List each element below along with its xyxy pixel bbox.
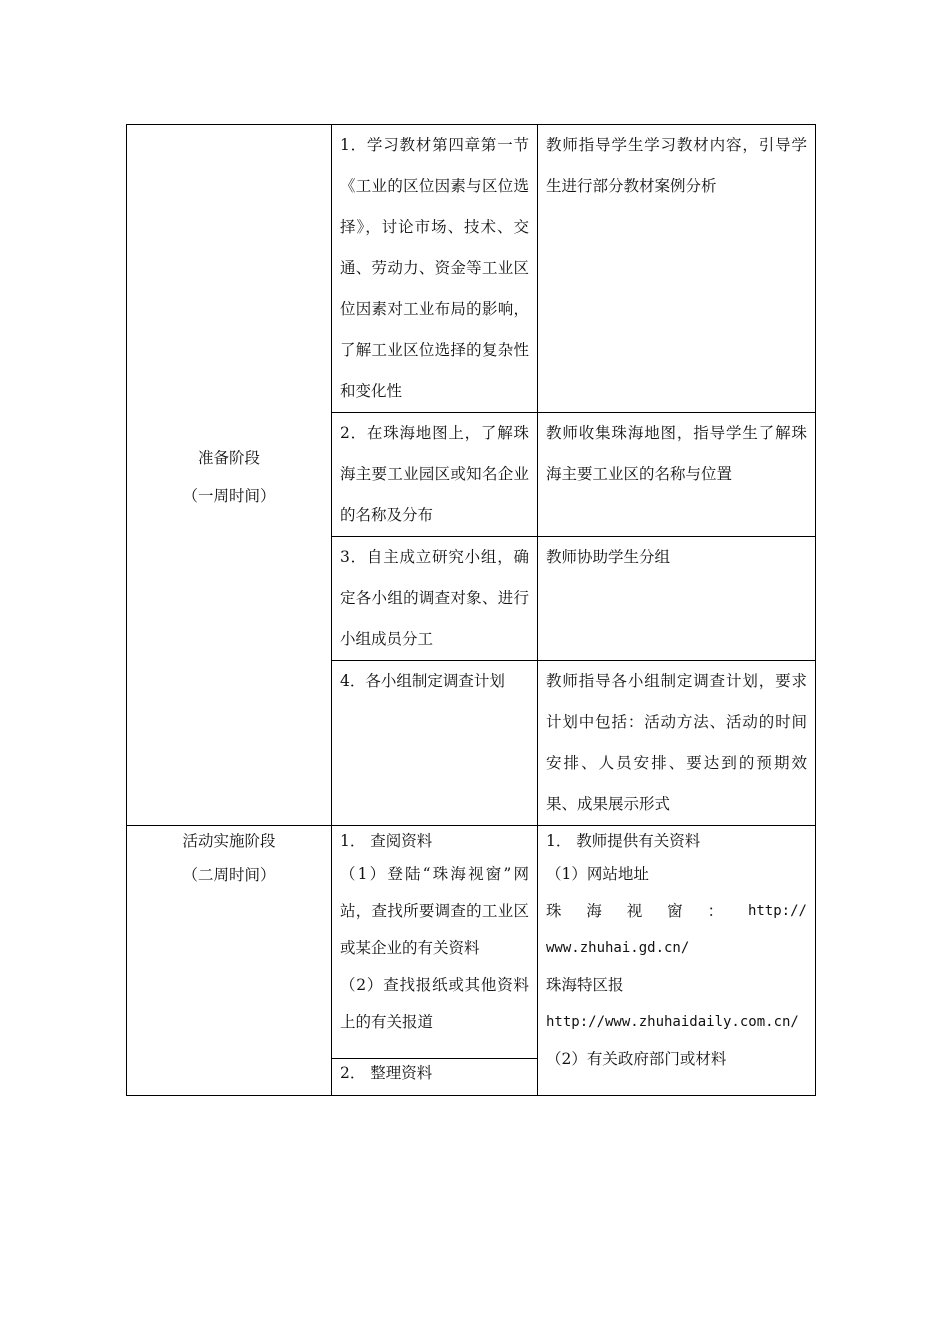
teacher-sub-item: （2）有关政府部门或材料	[546, 1050, 727, 1068]
teacher-text: 教师协助学生分组	[546, 548, 671, 566]
task-cell	[332, 537, 538, 661]
task-cell	[332, 413, 538, 537]
task-title: 1． 查阅资料	[340, 832, 433, 850]
teacher-cell	[538, 826, 816, 1096]
teacher-text: 教师收集珠海地图，指导学生了解珠海主要工业区的名称与位置	[546, 424, 807, 483]
stage-name: 准备阶段	[197, 448, 260, 467]
stage-cell-preparation	[127, 125, 332, 826]
task-text: 4．各小组制定调查计划	[340, 672, 505, 690]
table-row	[127, 826, 816, 1059]
stage-cell-implementation	[127, 826, 332, 1096]
task-sub-item: （1）登陆“珠海视窗”网站，查找所要调查的工业区或某企业的有关资料	[340, 865, 529, 957]
teacher-cell	[538, 413, 816, 537]
task-text: 2．在珠海地图上，了解珠海主要工业园区或知名企业的名称及分布	[340, 424, 529, 524]
teacher-cell	[538, 125, 816, 413]
task-cell	[332, 661, 538, 826]
teacher-cell	[538, 661, 816, 826]
site-1-name: 珠 海 视 窗 ： http://	[546, 902, 807, 920]
stage-duration: （二周时间）	[182, 866, 276, 884]
activity-plan-table	[126, 124, 816, 1096]
teacher-cell	[538, 537, 816, 661]
site-1-url: www.zhuhai.gd.cn/	[546, 940, 690, 956]
table-row	[127, 125, 816, 413]
stage-name: 活动实施阶段	[182, 832, 276, 850]
task-text: 3．自主成立研究小组，确定各小组的调查对象、进行小组成员分工	[340, 548, 529, 648]
task-cell	[332, 125, 538, 413]
task-cell	[332, 826, 538, 1059]
teacher-title: 1． 教师提供有关资料	[546, 832, 701, 850]
site-2-name: 珠海特区报	[546, 976, 624, 994]
teacher-sub-item: （1）网站地址	[546, 865, 649, 883]
stage-duration: （一周时间）	[182, 486, 276, 505]
site-2-url: http://www.zhuhaidaily.com.cn/	[546, 1014, 799, 1030]
task-sub-item: （2）查找报纸或其他资料上的有关报道	[340, 976, 529, 1031]
teacher-text: 教师指导学生学习教材内容，引导学生进行部分教材案例分析	[546, 136, 807, 195]
teacher-text: 教师指导各小组制定调查计划，要求计划中包括：活动方法、活动的时间安排、人员安排、要达到的预期效果、成果展示形式	[546, 672, 807, 813]
task-text: 1．学习教材第四章第一节《工业的区位因素与区位选择》，讨论市场、技术、交通、劳动力、资金等工业区位因素对工业布局的影响，了解工业区位选择的复杂性和变化性	[340, 136, 529, 400]
task-cell	[332, 1059, 538, 1096]
task-title: 2． 整理资料	[340, 1064, 433, 1082]
